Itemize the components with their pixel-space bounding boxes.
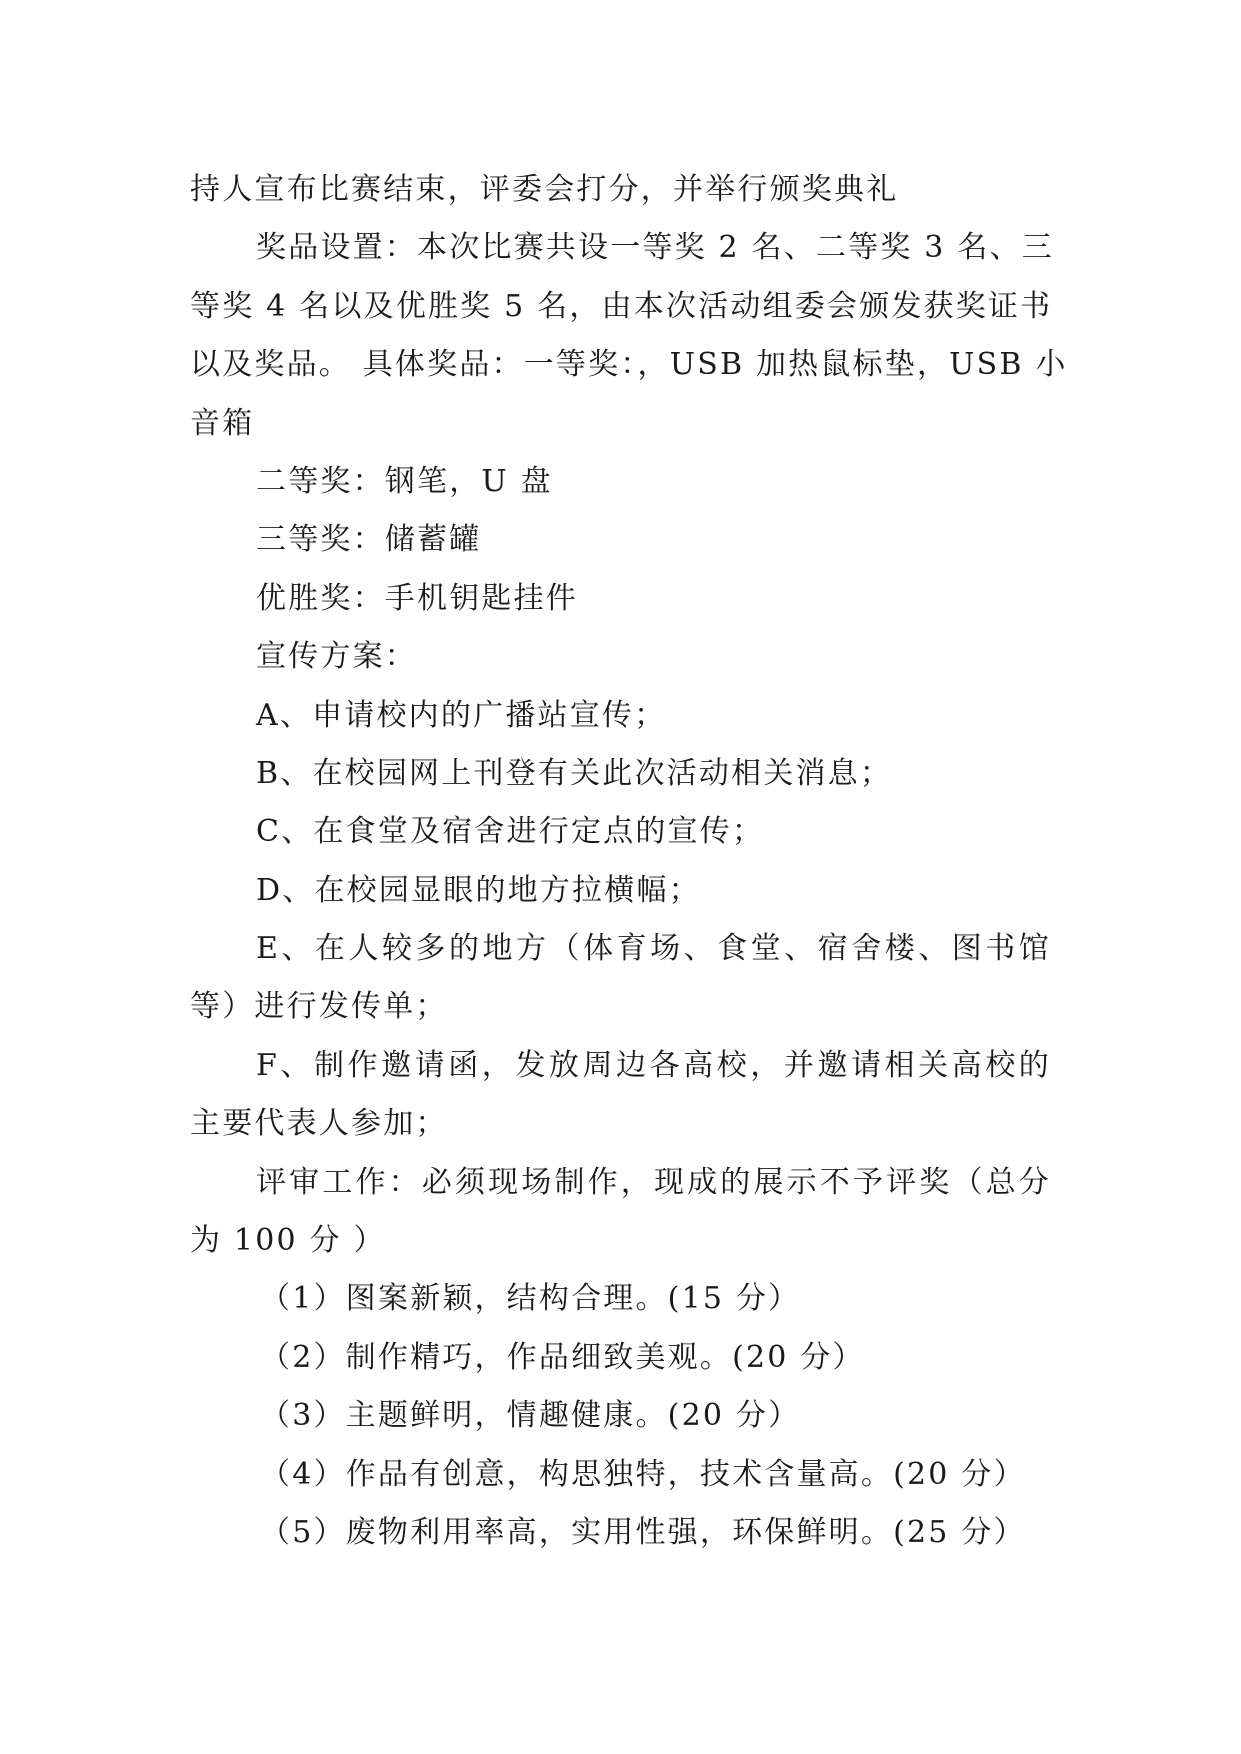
text-line: （3）主题鲜明，情趣健康。(20 分）	[260, 1398, 801, 1434]
text-line: 为 100 分 ）	[190, 1223, 386, 1259]
text-line: F、制作邀请函，发放周边各高校，并邀请相关高校的	[256, 1047, 1051, 1083]
text-line: 音箱	[190, 405, 255, 441]
text-line: D、在校园显眼的地方拉横幅；	[256, 872, 701, 908]
text-line: 优胜奖：手机钥匙挂件	[256, 580, 578, 616]
document-body	[190, 161, 1068, 1562]
text-line: 宣传方案：	[256, 639, 417, 675]
text-line: 等奖 4 名以及优胜奖 5 名，由本次活动组委会颁发获奖证书	[190, 288, 1053, 324]
text-line: 等）进行发传单；	[190, 989, 448, 1025]
text-line: （4）作品有创意，构思独特，技术含量高。(20 分）	[260, 1456, 1026, 1492]
text-line: 奖品设置：本次比赛共设一等奖 2 名、二等奖 3 名、三	[256, 230, 1054, 266]
text-line: E、在人较多的地方（体育场、食堂、宿舍楼、图书馆	[256, 931, 1051, 967]
text-line: （1）图案新颖，结构合理。(15 分）	[260, 1281, 801, 1317]
text-line: 二等奖：钢笔，U 盘	[256, 463, 553, 499]
text-line: 三等奖：储蓄罐	[256, 522, 482, 558]
text-line: （2）制作精巧，作品细致美观。(20 分）	[260, 1339, 865, 1375]
text-line: 以及奖品。 具体奖品：一等奖：，USB 加热鼠标垫，USB 小	[190, 347, 1068, 383]
text-line: （5）废物利用率高，实用性强，环保鲜明。(25 分）	[260, 1514, 1026, 1550]
text-line: 评审工作：必须现场制作，现成的展示不予评奖（总分	[256, 1164, 1051, 1200]
text-line: B、在校园网上刊登有关此次活动相关消息；	[256, 755, 893, 791]
text-line: A、申请校内的广播站宣传；	[256, 697, 667, 733]
text-line: 主要代表人参加；	[190, 1106, 448, 1142]
text-line: 持人宣布比赛结束，评委会打分，并举行颁奖典礼	[190, 172, 899, 207]
text-line: C、在食堂及宿舍进行定点的宣传；	[256, 814, 765, 850]
